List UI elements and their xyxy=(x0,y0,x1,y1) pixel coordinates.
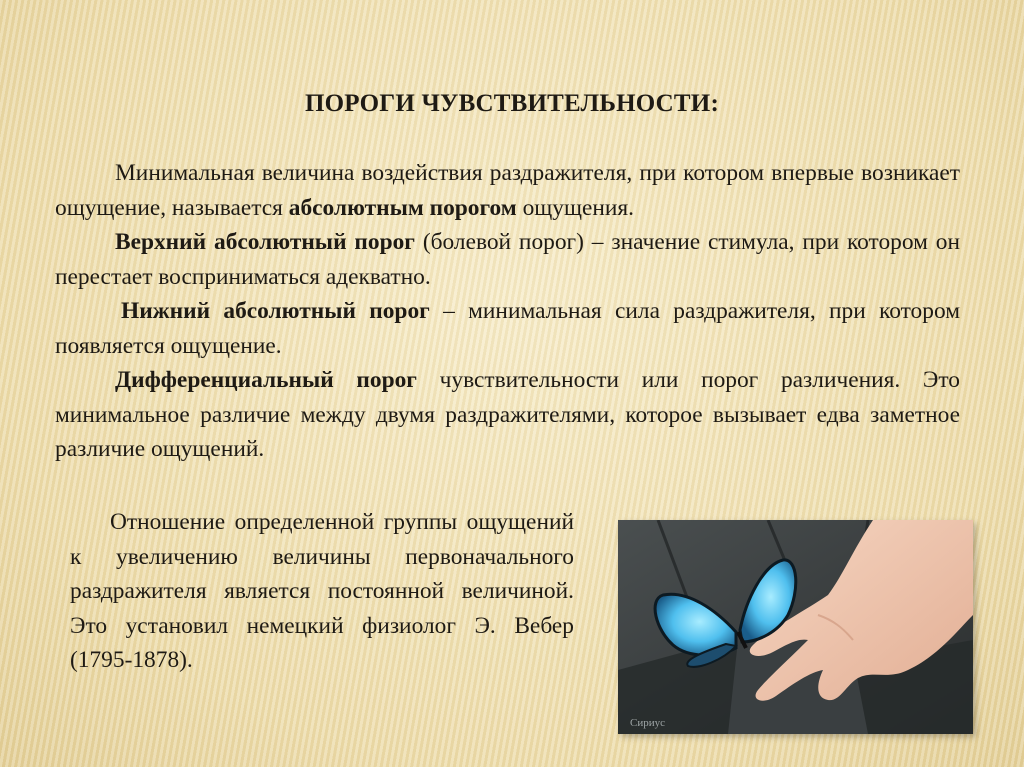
text-span: чувствительности или порог различения. Это минимальное различие между двумя раздражителями, которое вызывает едва заметное различие ощущений. xyxy=(55,367,960,462)
photo-illustration xyxy=(618,520,973,734)
bold-term-absolute-threshold: абсолютным порогом xyxy=(288,194,517,221)
paragraph-lower-threshold xyxy=(55,294,960,363)
bold-term-lower-threshold: Нижний абсолютный порог xyxy=(121,298,430,324)
text-span: – минимальная сила раздражителя, при котором появляется ощущение. xyxy=(55,298,961,359)
photo-watermark: Сириус xyxy=(630,717,665,729)
text-span: Минимальная величина воздействия раздражителя, при котором впервые возникает ощущение, называется xyxy=(55,160,960,221)
paragraph-absolute-threshold xyxy=(55,156,960,225)
paragraph-upper-threshold xyxy=(55,225,960,294)
weber-text-block xyxy=(70,505,574,678)
text-span: ощущения. xyxy=(516,194,635,221)
slide-title: ПОРОГИ ЧУВСТВИТЕЛЬНОСТИ: xyxy=(305,90,719,117)
butterfly-on-hand-photo xyxy=(618,520,973,734)
bold-term-upper-threshold: Верхний абсолютный порог xyxy=(115,229,415,255)
text-span: (болевой порог) – значение стимула, при котором он перестает восприниматься адекватно. xyxy=(55,229,960,290)
paragraph-differential-threshold xyxy=(55,363,960,467)
paragraph-weber: Отношение определенной группы ощущений к увеличению величины первоначального раздражителя является постоянной величиной. Это установил немецкий физиолог Э. Вебер (1795-1878). xyxy=(70,509,574,673)
main-text xyxy=(55,156,960,467)
bold-term-differential-threshold: Дифференциальный порог xyxy=(115,367,417,393)
